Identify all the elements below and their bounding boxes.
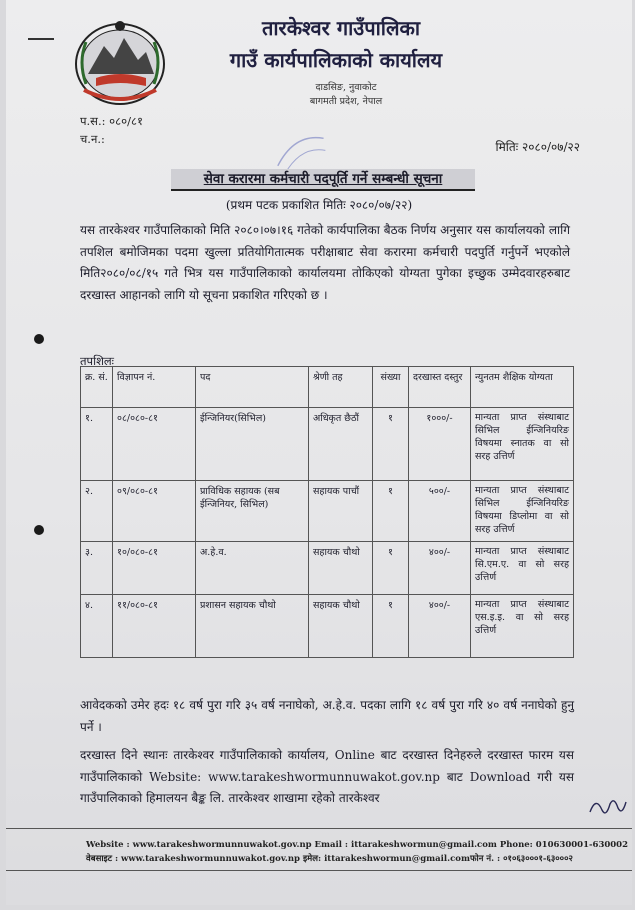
issue-date: मितिः २०८०/०७/२२ [495,140,580,154]
government-emblem-icon [66,12,174,112]
vacancy-table [80,366,574,658]
table-row [81,408,574,481]
header-count: संख्या [373,367,409,408]
footer-divider [6,828,632,829]
header-fee: दरखास्त दस्तुर [409,367,471,408]
cell-serial: १. [81,408,113,481]
cell-post: ईन्जिनियर(सिभिल) [196,408,309,481]
dispatch-number: च.न.: [80,132,105,146]
fold-mark [28,38,54,40]
cell-fee: ४००/- [409,542,471,595]
header-level: श्रेणी तह [309,367,373,408]
footer-contact-nepali: वेबसाइट : www.tarakeshwormunnuwakot.gov.np इमेल: ittarakeshwormun@gmail.comफोन नं. : ०१०६३०००१-६३०००२ [86,854,573,864]
cell-qualification: मान्यता प्राप्त संस्थाबाट एस.इ.इ. वा सो सरह उत्तिर्ण [471,595,574,658]
cell-qualification: मान्यता प्राप्त संस्थाबाट सिभिल ईन्जिनियरिङ विषयमा डिप्लोमा वा सो सरह उत्तिर्ण [471,481,574,542]
cell-advert-no: ११/०८०-८१ [113,595,196,658]
notice-title: सेवा करारमा कर्मचारी पदपूर्ति गर्ने सम्बन्धी सूचना [171,169,475,191]
cell-fee: १०००/- [409,408,471,481]
cell-count: १ [373,481,409,542]
cell-post: अ.हे.व. [196,542,309,595]
cell-post: प्राविधिक सहायक (सब ईन्जिनियर, सिभिल) [196,481,309,542]
header-serial: क्र. सं. [81,367,113,408]
cell-fee: ४००/- [409,595,471,658]
notice-body: यस तारकेश्वर गाउँपालिकाको मिति २०८०।०७।१६ गतेको कार्यपालिका बैठक निर्णय अनुसार यस कार्यालयको लागि तपशिल बमोजिमका पदमा खुल्ला प्रतियोगितात्मक परीक्षाबाट सेवा करारमा कर्मचारी पदपुर्ति गर्नुपर्ने भएकोले मिति२०८०/०८/१५ गते भित्र यस गाउँपालिकाको कार्यालयमा तोकिएको योग्यता पुगेका इच्छुक उम्मेदवारहरुबाट दरखास्त आहानको लागि यो सूचना प्रकाशित गरिएको छ । [80,223,570,302]
letter-number: प.स.: ०८०/८१ [80,114,143,128]
table-row [81,595,574,658]
age-requirement: आवेदकको उमेर हदः १८ वर्ष पुरा गरि ३५ वर्ष ननाघेको, अ.हे.व. पदका लागि १८ वर्ष पुरा गरि ४० वर्ष ननाघेको हुनु पर्ने । [80,698,574,734]
details-label: तपशिलः [80,354,115,368]
header-advert-no: विज्ञापन नं. [113,367,196,408]
punch-hole [34,525,44,535]
cell-level: अधिकृत छैठौं [309,408,373,481]
footer-contact-english: Website : www.tarakeshwormunnuwakot.gov.np Email : ittarakeshwormun@gmail.com Phone: 010630001-630002 [86,840,629,850]
signature-icon [588,794,628,820]
cell-count: १ [373,542,409,595]
header-post: पद [196,367,309,408]
application-instructions: दरखास्त दिने स्थानः तारकेश्वर गाउँपालिकाको कार्यालय, Online बाट दरखास्त दिनेहरुले दरखास्त फारम यस गाउँपालिकाको Website: www.tarakeshwormunnuwakot.gov.np बाट Download गरी यस गाउँपालिकाको हिमालयन बैङ्क लि. तारकेश्वर शाखामा रहेको तारकेश्वर [80,748,574,805]
cell-post: प्रशासन सहायक चौथो [196,595,309,658]
table-header-row [81,367,574,408]
punch-hole [34,334,44,344]
notice-subtitle: (प्रथम पटक प्रकाशित मितिः २०८०/०७/२२) [225,198,413,212]
cell-serial: २. [81,481,113,542]
cell-serial: ४. [81,595,113,658]
cell-advert-no: ०८/०८०-८१ [113,408,196,481]
cell-count: १ [373,595,409,658]
cell-fee: ५००/- [409,481,471,542]
cell-qualification: मान्यता प्राप्त संस्थाबाट सि.एम.ए. वा सो सरह उत्तिर्ण [471,542,574,595]
cell-level: सहायक चौथो [309,542,373,595]
table-row [81,542,574,595]
office-name: गाउँ कार्यपालिकाको कार्यालय [229,48,443,72]
footer-bottom-divider [6,870,632,871]
cell-count: १ [373,408,409,481]
cell-qualification: मान्यता प्राप्त संस्थाबाट सिभिल ईन्जिनियरिङ विषयमा स्नातक वा सो सरह उत्तिर्ण [471,408,574,481]
cell-level: सहायक चौथो [309,595,373,658]
cell-advert-no: १०/०८०-८१ [113,542,196,595]
header-qualification: न्युनतम शैक्षिक योग्यता [471,367,574,408]
cell-serial: ३. [81,542,113,595]
table-row [81,481,574,542]
municipality-name: तारकेश्वर गाउँपालिका [261,16,421,40]
cell-advert-no: ०९/०८०-८१ [113,481,196,542]
address-line-1: दाडसिङ, नुवाकोट [315,82,377,93]
cell-level: सहायक पाचौं [309,481,373,542]
notice-document [6,0,632,905]
address-line-2: बागमती प्रदेश, नेपाल [309,96,383,107]
